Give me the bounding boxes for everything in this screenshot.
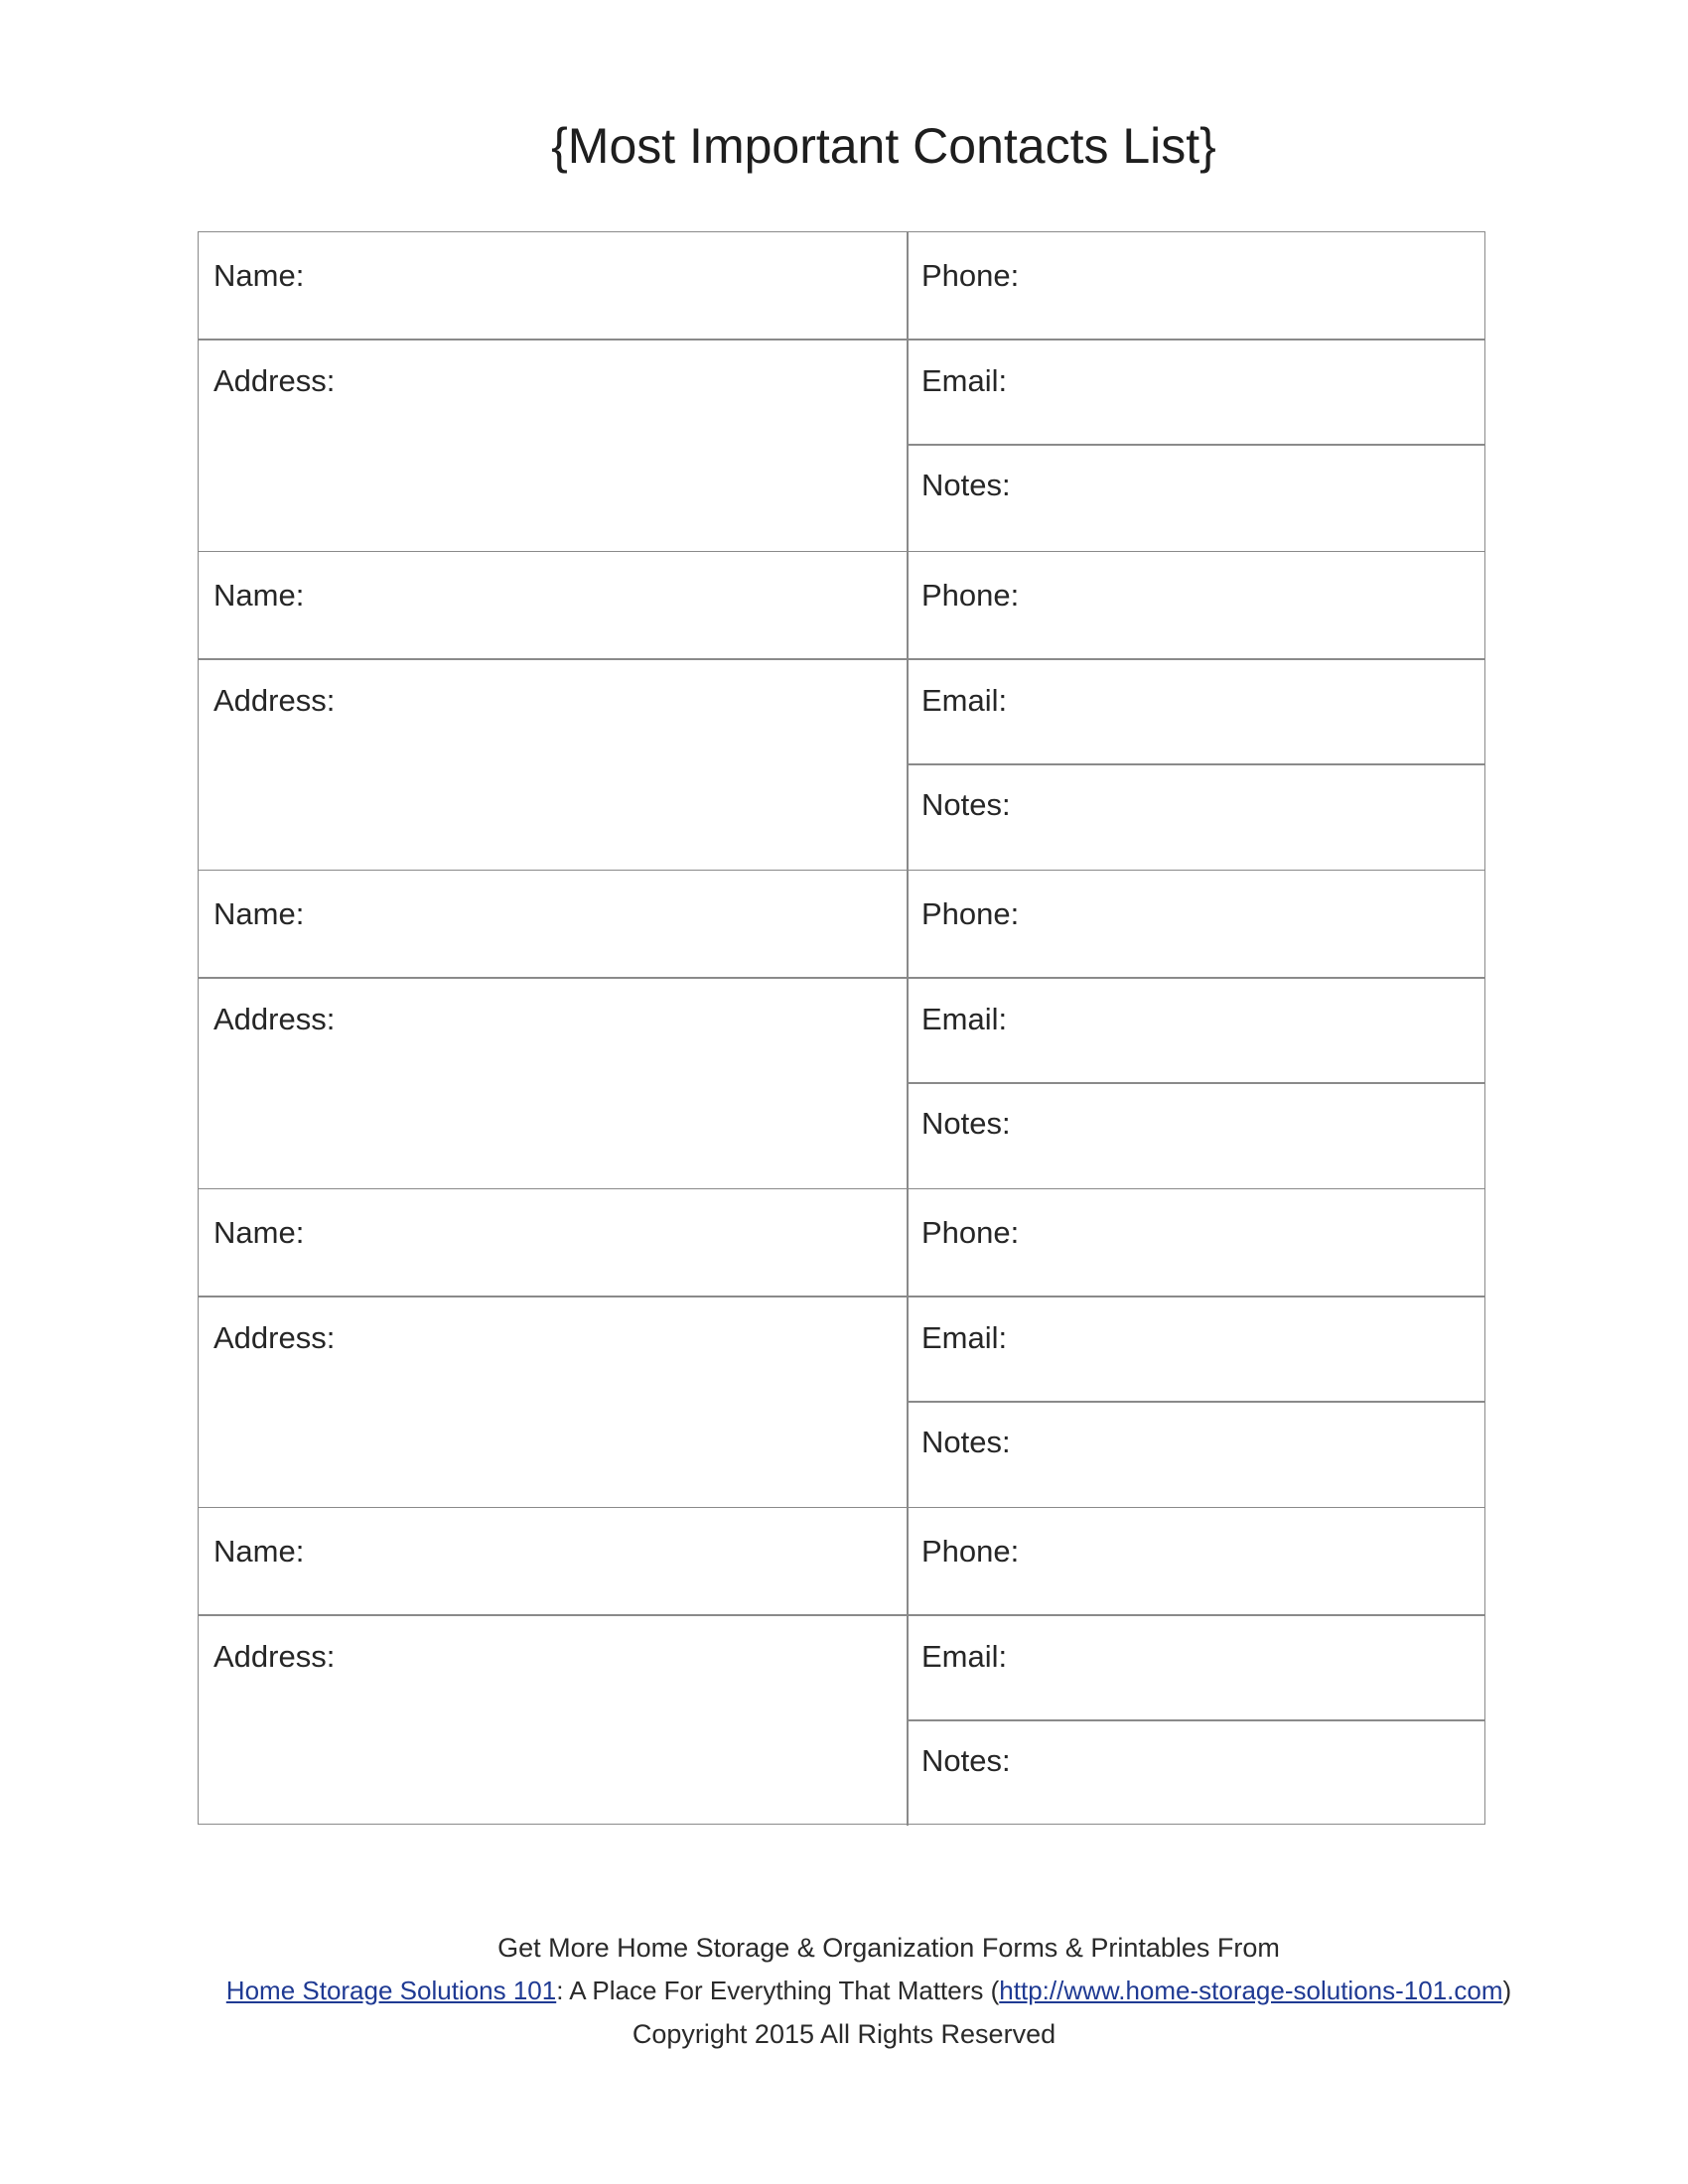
email-field-label: Email: (921, 1639, 1008, 1674)
email-field-label: Email: (921, 363, 1008, 398)
phone-field-label: Phone: (921, 1215, 1020, 1250)
row-divider (199, 1296, 1484, 1297)
name-field-label: Name: (213, 1215, 305, 1250)
address-field-label: Address: (213, 683, 336, 718)
notes-field-label: Notes: (921, 468, 1011, 502)
contact-block (199, 551, 1484, 870)
column-divider (907, 552, 909, 870)
contacts-table (198, 231, 1485, 1825)
column-divider (907, 871, 909, 1188)
notes-field-label: Notes: (921, 1743, 1011, 1778)
page-title: {Most Important Contacts List} (551, 118, 1216, 174)
name-field-label: Name: (213, 578, 305, 613)
email-field-label: Email: (921, 683, 1008, 718)
name-field-label: Name: (213, 896, 305, 931)
contact-block (199, 232, 1484, 551)
column-divider (907, 1189, 909, 1507)
phone-field-label: Phone: (921, 258, 1020, 293)
footer-promo-text: Get More Home Storage & Organization Forms & Printables From (497, 1933, 1280, 1963)
phone-field-label: Phone: (921, 578, 1020, 613)
row-divider (907, 1082, 1484, 1084)
row-divider (199, 1614, 1484, 1616)
row-divider (907, 1719, 1484, 1721)
row-divider (907, 444, 1484, 446)
footer-closing-paren: ) (1502, 1976, 1512, 2005)
contact-block (199, 1188, 1484, 1507)
address-field-label: Address: (213, 1002, 336, 1036)
name-field-label: Name: (213, 258, 305, 293)
row-divider (907, 1401, 1484, 1403)
email-field-label: Email: (921, 1002, 1008, 1036)
contact-block (199, 1507, 1484, 1826)
column-divider (907, 232, 909, 551)
notes-field-label: Notes: (921, 1106, 1011, 1141)
row-divider (907, 763, 1484, 765)
row-divider (199, 658, 1484, 660)
row-divider (199, 977, 1484, 979)
footer-link-line (25, 1974, 1688, 2007)
phone-field-label: Phone: (921, 1534, 1020, 1569)
address-field-label: Address: (213, 363, 336, 398)
email-field-label: Email: (921, 1320, 1008, 1355)
row-divider (199, 339, 1484, 341)
site-name-link[interactable]: Home Storage Solutions 101 (225, 1976, 557, 2005)
copyright-text: Copyright 2015 All Rights Reserved (632, 2019, 1056, 2049)
address-field-label: Address: (213, 1639, 336, 1674)
name-field-label: Name: (213, 1534, 305, 1569)
footer-tagline: : A Place For Everything That Matters ( (556, 1976, 1000, 2005)
contact-block (199, 870, 1484, 1188)
notes-field-label: Notes: (921, 787, 1011, 822)
notes-field-label: Notes: (921, 1425, 1011, 1459)
address-field-label: Address: (213, 1320, 336, 1355)
column-divider (907, 1508, 909, 1826)
site-url-link[interactable]: http://www.home-storage-solutions-101.com (999, 1976, 1503, 2005)
phone-field-label: Phone: (921, 896, 1020, 931)
